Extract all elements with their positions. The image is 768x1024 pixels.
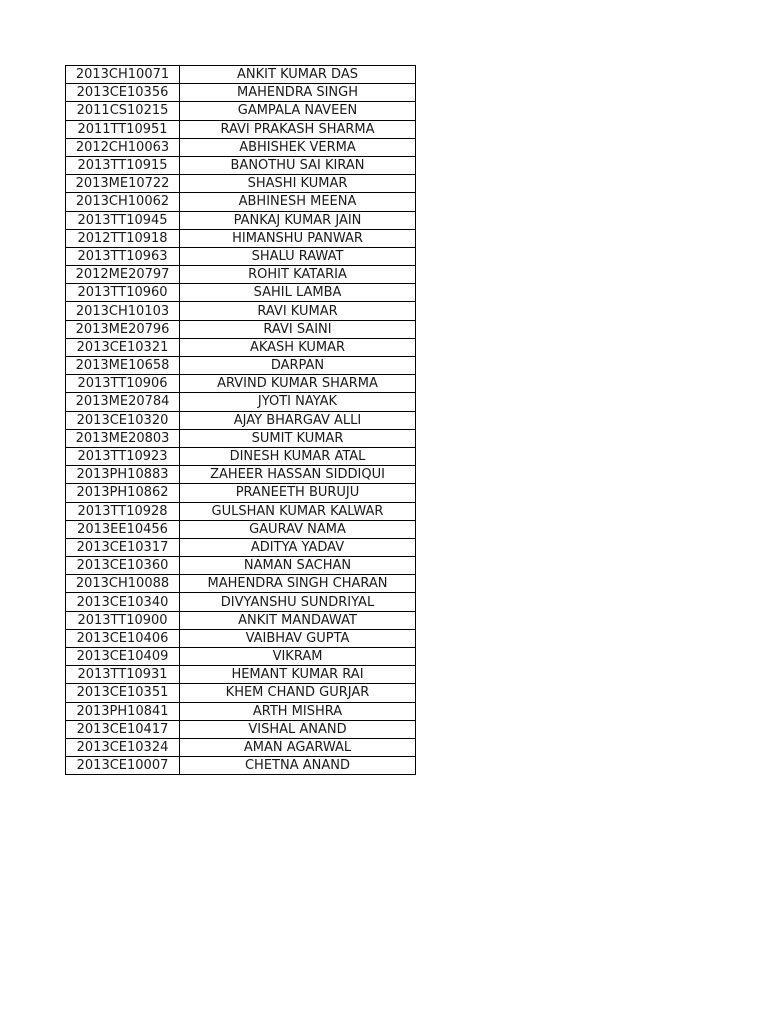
entry-number-cell: 2013ME20796 [66,320,180,338]
entry-number-cell: 2013CH10103 [66,302,180,320]
table-row [66,520,416,538]
entry-number-cell: 2013EE10456 [66,520,180,538]
entry-number-cell: 2013TT10960 [66,284,180,302]
table-row [66,593,416,611]
table-row [66,502,416,520]
entry-number-cell: 2013ME10722 [66,175,180,193]
entry-number-cell: 2013CE10340 [66,593,180,611]
entry-number-cell: 2013CH10071 [66,66,180,84]
entry-number-cell: 2011CS10215 [66,102,180,120]
table-row [66,84,416,102]
student-name-cell: DARPAN [180,357,416,375]
entry-number-cell: 2013CE10356 [66,84,180,102]
student-name-cell: DIVYANSHU SUNDRIYAL [180,593,416,611]
table-row [66,266,416,284]
student-name-cell: MAHENDRA SINGH [180,84,416,102]
student-table [65,65,416,775]
entry-number-cell: 2011TT10951 [66,120,180,138]
student-name-cell: SUMIT KUMAR [180,429,416,447]
entry-number-cell: 2013TT10900 [66,611,180,629]
table-row [66,138,416,156]
table-row [66,648,416,666]
entry-number-cell: 2012TT10918 [66,229,180,247]
student-name-cell: VAIBHAV GUPTA [180,629,416,647]
table-row [66,738,416,756]
table-row [66,338,416,356]
student-name-cell: MAHENDRA SINGH CHARAN [180,575,416,593]
entry-number-cell: 2013ME10658 [66,357,180,375]
entry-number-cell: 2013CE10317 [66,538,180,556]
entry-number-cell: 2013CE10320 [66,411,180,429]
table-row [66,302,416,320]
table-row [66,575,416,593]
entry-number-cell: 2013TT10928 [66,502,180,520]
student-name-cell: HEMANT KUMAR RAI [180,666,416,684]
table-row [66,211,416,229]
entry-number-cell: 2013TT10945 [66,211,180,229]
student-name-cell: AKASH KUMAR [180,338,416,356]
table-row [66,447,416,465]
student-name-cell: AMAN AGARWAL [180,738,416,756]
student-name-cell: RAVI SAINI [180,320,416,338]
student-name-cell: JYOTI NAYAK [180,393,416,411]
student-name-cell: GAMPALA NAVEEN [180,102,416,120]
table-row [66,102,416,120]
table-row [66,120,416,138]
student-name-cell: PRANEETH BURUJU [180,484,416,502]
student-name-cell: HIMANSHU PANWAR [180,229,416,247]
entry-number-cell: 2013CE10321 [66,338,180,356]
table-row [66,557,416,575]
student-name-cell: ABHISHEK VERMA [180,138,416,156]
table-row [66,411,416,429]
table-row [66,757,416,775]
student-name-cell: GULSHAN KUMAR KALWAR [180,502,416,520]
entry-number-cell: 2013CE10007 [66,757,180,775]
student-name-cell: RAVI PRAKASH SHARMA [180,120,416,138]
table-row [66,720,416,738]
student-name-cell: ANKIT KUMAR DAS [180,66,416,84]
entry-number-cell: 2013PH10841 [66,702,180,720]
student-name-cell: ABHINESH MEENA [180,193,416,211]
student-name-cell: VISHAL ANAND [180,720,416,738]
table-row [66,429,416,447]
entry-number-cell: 2013CH10062 [66,193,180,211]
entry-number-cell: 2013ME20784 [66,393,180,411]
entry-number-cell: 2013CH10088 [66,575,180,593]
table-row [66,156,416,174]
student-name-cell: ANKIT MANDAWAT [180,611,416,629]
entry-number-cell: 2013TT10963 [66,247,180,265]
table-row [66,375,416,393]
student-name-cell: CHETNA ANAND [180,757,416,775]
table-row [66,702,416,720]
entry-number-cell: 2013CE10406 [66,629,180,647]
entry-number-cell: 2013CE10409 [66,648,180,666]
table-row [66,629,416,647]
student-name-cell: SAHIL LAMBA [180,284,416,302]
table-row [66,229,416,247]
entry-number-cell: 2013TT10915 [66,156,180,174]
table-row [66,66,416,84]
student-name-cell: SHASHI KUMAR [180,175,416,193]
table-row [66,320,416,338]
table-row [66,684,416,702]
student-name-cell: RAVI KUMAR [180,302,416,320]
student-name-cell: VIKRAM [180,648,416,666]
student-name-cell: SHALU RAWAT [180,247,416,265]
entry-number-cell: 2013TT10906 [66,375,180,393]
entry-number-cell: 2013TT10923 [66,447,180,465]
entry-number-cell: 2013CE10360 [66,557,180,575]
table-row [66,393,416,411]
table-row [66,484,416,502]
student-name-cell: ADITYA YADAV [180,538,416,556]
table-row [66,357,416,375]
entry-number-cell: 2012CH10063 [66,138,180,156]
table-row [66,466,416,484]
student-name-cell: GAURAV NAMA [180,520,416,538]
student-name-cell: DINESH KUMAR ATAL [180,447,416,465]
student-name-cell: KHEM CHAND GURJAR [180,684,416,702]
student-name-cell: AJAY BHARGAV ALLI [180,411,416,429]
student-name-cell: ZAHEER HASSAN SIDDIQUI [180,466,416,484]
student-name-cell: BANOTHU SAI KIRAN [180,156,416,174]
entry-number-cell: 2013ME20803 [66,429,180,447]
entry-number-cell: 2013PH10883 [66,466,180,484]
entry-number-cell: 2013CE10351 [66,684,180,702]
student-name-cell: NAMAN SACHAN [180,557,416,575]
table-row [66,247,416,265]
student-name-cell: ROHIT KATARIA [180,266,416,284]
student-name-cell: PANKAJ KUMAR JAIN [180,211,416,229]
entry-number-cell: 2013PH10862 [66,484,180,502]
entry-number-cell: 2013CE10324 [66,738,180,756]
entry-number-cell: 2013CE10417 [66,720,180,738]
table-row [66,284,416,302]
table-row [66,175,416,193]
student-table-body [66,66,416,775]
entry-number-cell: 2013TT10931 [66,666,180,684]
table-row [66,193,416,211]
table-row [66,538,416,556]
table-row [66,666,416,684]
student-name-cell: ARVIND KUMAR SHARMA [180,375,416,393]
student-name-cell: ARTH MISHRA [180,702,416,720]
table-row [66,611,416,629]
entry-number-cell: 2012ME20797 [66,266,180,284]
